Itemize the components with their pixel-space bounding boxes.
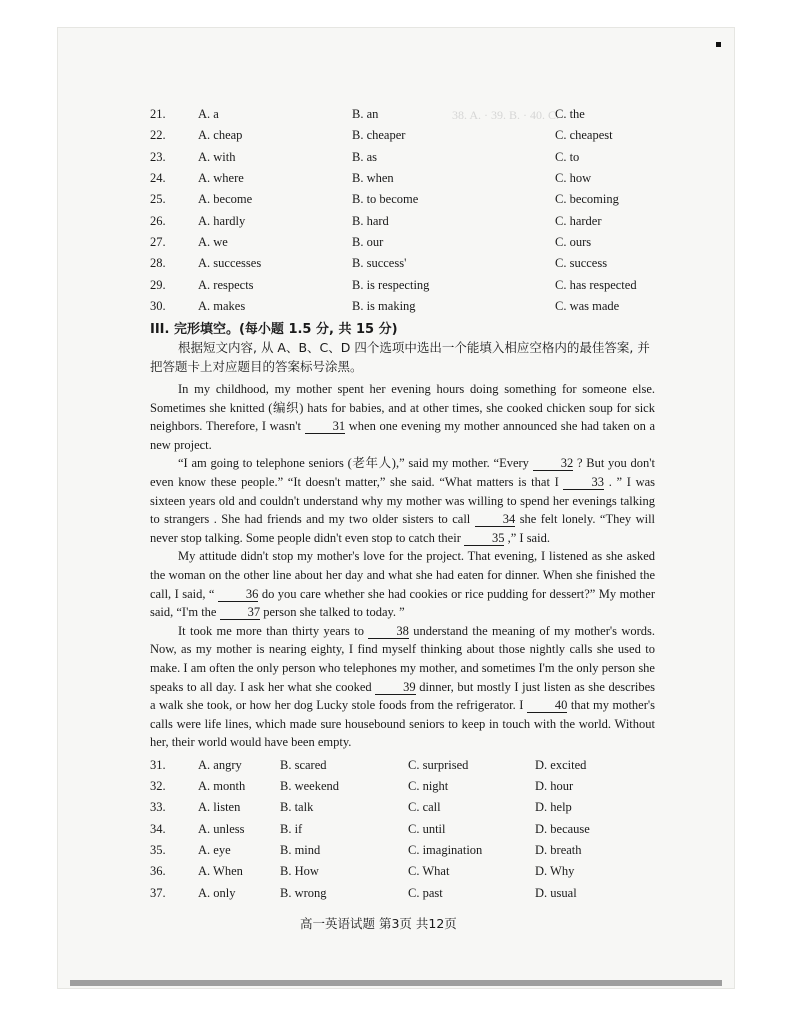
bleed-through: 38. A. · 39. B. · 40. C. [452, 108, 560, 122]
option-d: D. help [535, 800, 572, 814]
option-a: A. successes [198, 256, 262, 270]
question-row [150, 755, 680, 775]
scan-edge [70, 980, 722, 986]
question-number: 29. [150, 278, 166, 292]
blank-37: 37 [220, 606, 261, 620]
question-row [150, 253, 680, 273]
question-number: 28. [150, 256, 166, 270]
option-b: B. when [352, 171, 394, 185]
paragraph [150, 547, 655, 621]
option-c: C. becoming [555, 192, 619, 206]
option-c: C. success [555, 256, 608, 270]
option-a: A. only [198, 886, 236, 900]
option-c: C. cheapest [555, 128, 613, 142]
question-number: 37. [150, 886, 166, 900]
question-number: 26. [150, 214, 166, 228]
question-row [150, 776, 680, 796]
passage-text: that my mother's calls were life lines, which made sure housebound seniors to keep in touch with the world. Without her, their world would have been empty. [150, 698, 655, 750]
option-b: B. success' [352, 256, 407, 270]
option-c: C. imagination [408, 843, 483, 857]
option-b: B. weekend [280, 779, 340, 793]
option-b: B. is making [352, 299, 416, 313]
option-d: D. breath [535, 843, 582, 857]
option-a: A. respects [198, 278, 254, 292]
question-row [150, 147, 680, 167]
option-b: B. our [352, 235, 384, 249]
passage-text: she felt lonely. “They will never stop talking. Some people didn't even stop to catch their [150, 512, 656, 545]
option-c: C. surprised [408, 758, 469, 772]
option-c: C. has respected [555, 278, 637, 292]
option-a: A. cheap [198, 128, 243, 142]
question-row [150, 840, 680, 860]
option-a: A. we [198, 235, 228, 249]
question-number: 34. [150, 822, 166, 836]
passage-text: dinner, but mostly I just listen as she describes a walk she took, or how her dog Lucky stole foods from the refrigerator. I [150, 679, 656, 713]
question-number: 21. [150, 107, 166, 121]
blank-32: 32 [533, 457, 574, 471]
question-row [150, 125, 680, 145]
option-b: B. How [280, 864, 319, 878]
question-row [150, 275, 680, 295]
blank-35: 35 [464, 532, 505, 546]
option-d: D. hour [535, 779, 574, 793]
passage-text: do you care whether she had cookies or rice pudding for dessert?” My mother said, “I'm the [150, 586, 655, 620]
section-instruction: 根据短文内容, 从 A、B、C、D 四个选项中选出一个能填入相应空格内的最佳答案, 并把答题卡上对应题目的答案标号涂黑。 [150, 340, 650, 374]
question-number: 25. [150, 192, 166, 206]
blank-39: 39 [375, 681, 416, 695]
page-footer: 高一英语试题 第3页 共12页 [300, 916, 457, 931]
passage-text: person she talked to today. ” [263, 605, 405, 620]
option-a: A. makes [198, 299, 246, 313]
paragraph [150, 380, 655, 454]
option-a: A. a [198, 107, 219, 121]
question-row [150, 861, 680, 881]
question-number: 36. [150, 864, 166, 878]
option-b: B. an [352, 107, 379, 121]
scan-mark [716, 42, 721, 47]
question-row [150, 168, 680, 188]
blank-36: 36 [218, 588, 259, 602]
question-number: 24. [150, 171, 166, 185]
question-row [150, 232, 680, 252]
option-b: B. scared [280, 758, 327, 772]
option-b: B. talk [280, 800, 314, 814]
option-c: C. ours [555, 235, 592, 249]
passage-text: ,” I said. [507, 530, 550, 545]
option-b: B. is respecting [352, 278, 430, 292]
option-d: D. Why [535, 864, 575, 878]
option-a: A. When [198, 864, 243, 878]
question-row [150, 211, 680, 231]
cloze-passage [150, 380, 655, 752]
option-b: B. as [352, 150, 377, 164]
passage-text: It took me more than thirty years to [178, 623, 364, 638]
passage-text: . ” I was sixteen years old and couldn't understand why my mother was willing to spend her evenings talking to strangers . She had friends and my two older sisters to call [150, 474, 656, 527]
question-number: 23. [150, 150, 166, 164]
question-row [150, 296, 680, 316]
option-a: A. where [198, 171, 244, 185]
option-b: B. mind [280, 843, 321, 857]
option-c: C. how [555, 171, 592, 185]
blank-38: 38 [368, 625, 409, 639]
passage-text: when one evening my mother announced she had taken on a new project. [150, 419, 656, 452]
option-a: A. become [198, 192, 253, 206]
option-c: C. until [408, 822, 446, 836]
option-a: A. with [198, 150, 236, 164]
blank-31: 31 [305, 420, 346, 434]
option-a: A. angry [198, 758, 242, 772]
question-number: 32. [150, 779, 166, 793]
paragraph [150, 454, 655, 547]
option-c: C. night [408, 779, 449, 793]
question-row [150, 189, 680, 209]
option-a: A. hardly [198, 214, 246, 228]
section-title: III. 完形填空。(每小题 1.5 分, 共 15 分) [150, 322, 398, 337]
question-number: 31. [150, 758, 166, 772]
passage-text: ? But you don't even know these people.” “It doesn't matter,” she said. “What matters is that I [150, 456, 656, 489]
option-b: B. hard [352, 214, 389, 228]
question-row [150, 883, 680, 903]
option-d: D. because [535, 822, 590, 836]
option-c: C. What [408, 864, 450, 878]
question-number: 30. [150, 299, 166, 313]
option-c: C. to [555, 150, 580, 164]
option-b: B. wrong [280, 886, 327, 900]
option-c: C. past [408, 886, 443, 900]
option-d: D. excited [535, 758, 587, 772]
option-b: B. if [280, 822, 303, 836]
option-d: D. usual [535, 886, 577, 900]
question-row [150, 819, 680, 839]
option-a: A. unless [198, 822, 245, 836]
passage-text: understand the meaning of my mother's words. Now, as my mother is nearing eighty, I find myself thinking about those nightly calls she used to make. I am often the only person who telephones my mother, and sometimes I'm the only person she speaks to all day. I ask her what she cooked [150, 623, 656, 694]
blank-34: 34 [475, 513, 516, 527]
passage-text: My attitude didn't stop my mother's love for the project. That evening, I listened as she asked the woman on the other line about her day and what she had eaten for dinner. When she finished the call, I said, “ [150, 549, 655, 601]
paragraph [150, 622, 655, 752]
passage-text: “I am going to telephone seniors (老年人),” said my mother. “Every [178, 456, 529, 471]
blank-40: 40 [527, 699, 568, 713]
option-c: C. was made [555, 299, 620, 313]
option-b: B. to become [352, 192, 419, 206]
option-a: A. month [198, 779, 246, 793]
question-number: 35. [150, 843, 166, 857]
option-a: A. eye [198, 843, 231, 857]
option-c: C. call [408, 800, 441, 814]
option-b: B. cheaper [352, 128, 406, 142]
question-row [150, 104, 680, 124]
question-number: 33. [150, 800, 166, 814]
option-c: C. harder [555, 214, 602, 228]
option-c: C. the [555, 107, 585, 121]
passage-text: In my childhood, my mother spent her evening hours doing something for someone else. Sometimes she knitted (编织) hats for babies, and at other times, she cooked chicken soup for sick neighbors. Therefore, I wasn't [150, 382, 655, 434]
blank-33: 33 [563, 476, 604, 490]
question-number: 27. [150, 235, 166, 249]
option-a: A. listen [198, 800, 241, 814]
question-number: 22. [150, 128, 166, 142]
question-row [150, 797, 680, 817]
